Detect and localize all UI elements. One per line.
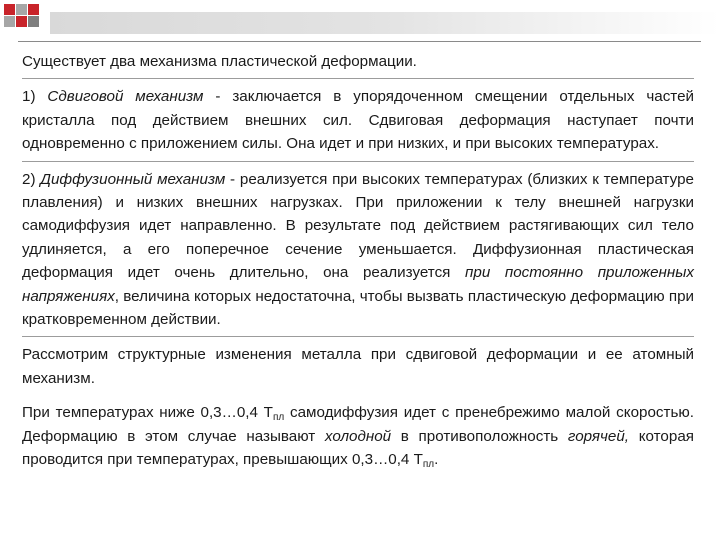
diffusion-italic: при постоянно приложенных напряжениях — [22, 264, 695, 305]
hot-term: горячей, — [567, 427, 630, 445]
diffusion-number: 2) — [22, 170, 36, 188]
consider-text: Рассмотрим структурные изменения металла при сдвиговой деформации и ее атомный механизм. — [22, 346, 694, 387]
decor-square — [28, 4, 39, 15]
diffusion-text-b: , величина которых недостаточна, чтобы вызвать пластическую деформацию при кратковременном действии. — [22, 287, 694, 329]
shear-paragraph — [22, 85, 694, 155]
intro-text: Существует два механизма пластической деформации. — [22, 53, 417, 70]
temperature-subscript-1: пл — [272, 412, 285, 424]
cold-term: холодной — [324, 427, 392, 445]
section-divider — [22, 336, 694, 337]
temperature-paragraph — [22, 401, 694, 471]
temperature-text-3: в противоположность — [391, 427, 568, 445]
shear-dash: - — [203, 88, 233, 106]
decor-square — [4, 4, 15, 15]
diffusion-paragraph — [22, 168, 694, 332]
consider-block — [22, 341, 694, 393]
temperature-text-4: которая проводится при температурах, превышающих 0,3…0,4 Т — [22, 427, 694, 469]
section-divider — [22, 161, 694, 162]
decor-square — [28, 16, 39, 27]
header-gradient-bar — [50, 12, 720, 34]
header-divider — [18, 41, 701, 42]
temperature-text-2: самодиффузия идет с пренебрежимо малой скоростью. Деформацию в этом случае называют — [22, 404, 694, 445]
shear-number: 1) — [22, 88, 36, 106]
diffusion-term: Диффузионный механизм — [40, 170, 226, 188]
diffusion-block — [22, 166, 694, 335]
intro-block — [22, 48, 694, 76]
decor-square — [16, 4, 27, 15]
temperature-text-5: . — [434, 451, 439, 469]
shear-block — [22, 83, 694, 158]
shear-text: заключается в упорядоченном смещении отдельных частей кристалла под действием внешних сил. Сдвиговая деформация наступает почти одновременно с приложением силы. Она идет и при низких, и при высоких температурах. — [22, 88, 695, 153]
shear-term: Сдвиговой механизм — [47, 88, 204, 106]
slide-body — [22, 48, 694, 475]
decor-square — [4, 16, 15, 27]
temperature-subscript-2: пл — [422, 459, 435, 471]
decor-square — [16, 16, 27, 27]
temperature-text-1: При температурах ниже 0,3…0,4 Т — [22, 404, 273, 422]
temperature-block — [22, 399, 694, 474]
diffusion-dash: - — [225, 170, 240, 188]
section-divider — [22, 78, 694, 79]
diffusion-text-a: реализуется при высоких температурах (близких к температуре плавления) и низких внешних нагрузках. При приложении к телу внешней нагрузки самодиффузия идет направленно. В результате под действием растягивающих сил тело удлиняется, а его поперечное сечение уменьшается. Диффузионная пластическая деформация идет очень длительно, она реализуется — [22, 170, 694, 282]
